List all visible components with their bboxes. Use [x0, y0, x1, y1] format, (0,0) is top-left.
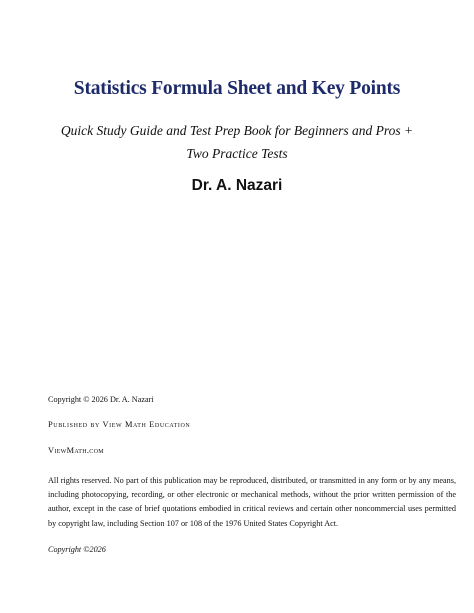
book-subtitle-line-2: Two Practice Tests — [186, 146, 288, 161]
copyright-footer: Copyright ©2026 — [48, 545, 106, 554]
website-text: ViewMath.com — [48, 446, 104, 455]
copyright-notice: Copyright © 2026 Dr. A. Nazari — [48, 395, 154, 404]
publisher-line: Published by View Math Education — [48, 420, 191, 429]
book-title: Statistics Formula Sheet and Key Points — [73, 78, 401, 99]
rights-statement: All rights reserved. No part of this publication may be reproduced, distributed, or transmitted in any form or by any means, including photocopying, recording, or other electronic or mechanical methods, without the prior written permission of the author, except in the case of brief quotations embodied in critical reviews and certain other noncommercial uses permitted by copyright law, including Section 107 or 108 of the 1976 United States Copyright Act. — [48, 476, 456, 528]
book-subtitle-line-1: Quick Study Guide and Test Prep Book for Beginners and Pros + — [60, 123, 414, 138]
book-author: Dr. A. Nazari — [191, 177, 283, 194]
